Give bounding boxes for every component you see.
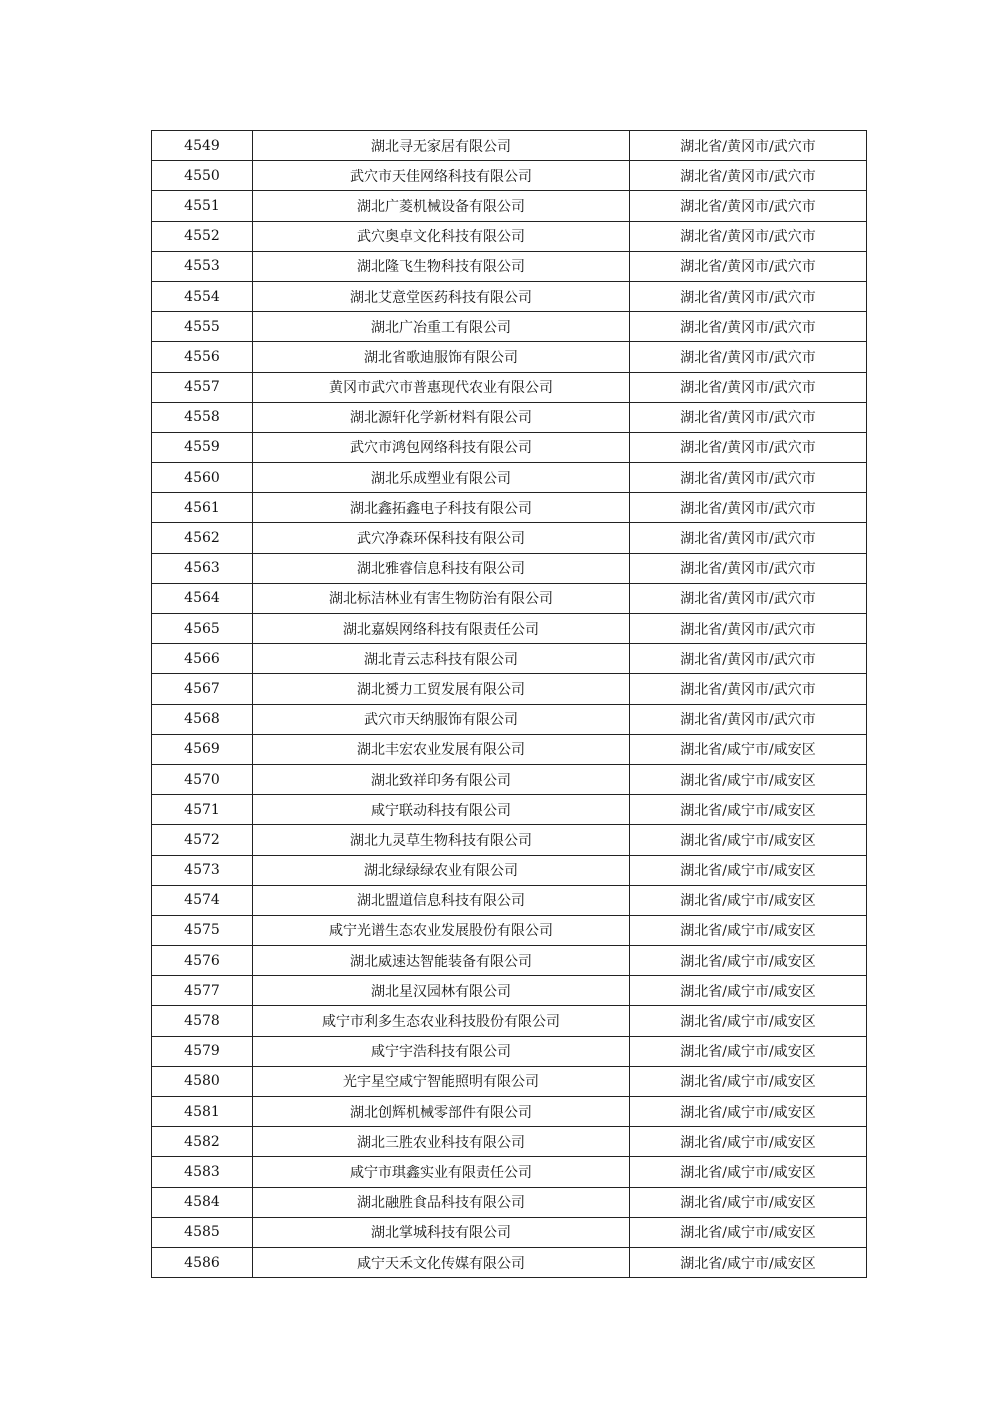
serial-number-cell: 4574 (152, 885, 253, 915)
region-cell: 湖北省/黄冈市/武穴市 (630, 161, 867, 191)
table-row (152, 251, 867, 281)
region-cell: 湖北省/黄冈市/武穴市 (630, 644, 867, 674)
company-list-table (151, 130, 867, 1278)
company-name-cell: 湖北赟力工贸发展有限公司 (253, 674, 630, 704)
region-cell: 湖北省/黄冈市/武穴市 (630, 191, 867, 221)
table-row (152, 1097, 867, 1127)
table-row (152, 614, 867, 644)
serial-number-cell: 4579 (152, 1036, 253, 1066)
company-name-cell: 武穴市天佳网络科技有限公司 (253, 161, 630, 191)
serial-number-cell: 4553 (152, 251, 253, 281)
company-name-cell: 咸宁光谱生态农业发展股份有限公司 (253, 915, 630, 945)
serial-number-cell: 4582 (152, 1127, 253, 1157)
table-row (152, 734, 867, 764)
region-cell: 湖北省/黄冈市/武穴市 (630, 493, 867, 523)
company-name-cell: 湖北源轩化学新材料有限公司 (253, 402, 630, 432)
company-name-cell: 湖北威速达智能装备有限公司 (253, 946, 630, 976)
serial-number-cell: 4572 (152, 825, 253, 855)
table-row (152, 1247, 867, 1277)
region-cell: 湖北省/咸宁市/咸安区 (630, 1127, 867, 1157)
serial-number-cell: 4557 (152, 372, 253, 402)
region-cell: 湖北省/咸宁市/咸安区 (630, 764, 867, 794)
region-cell: 湖北省/黄冈市/武穴市 (630, 281, 867, 311)
serial-number-cell: 4580 (152, 1066, 253, 1096)
company-name-cell: 咸宁联动科技有限公司 (253, 795, 630, 825)
table-row (152, 553, 867, 583)
company-name-cell: 湖北广菱机械设备有限公司 (253, 191, 630, 221)
region-cell: 湖北省/咸宁市/咸安区 (630, 1217, 867, 1247)
table-row (152, 1157, 867, 1187)
region-cell: 湖北省/咸宁市/咸安区 (630, 976, 867, 1006)
table-row (152, 432, 867, 462)
region-cell: 湖北省/黄冈市/武穴市 (630, 342, 867, 372)
region-cell: 湖北省/黄冈市/武穴市 (630, 131, 867, 161)
serial-number-cell: 4552 (152, 221, 253, 251)
serial-number-cell: 4549 (152, 131, 253, 161)
region-cell: 湖北省/黄冈市/武穴市 (630, 402, 867, 432)
company-name-cell: 湖北省歌迪服饰有限公司 (253, 342, 630, 372)
serial-number-cell: 4566 (152, 644, 253, 674)
company-name-cell: 湖北雅睿信息科技有限公司 (253, 553, 630, 583)
company-name-cell: 武穴净森环保科技有限公司 (253, 523, 630, 553)
serial-number-cell: 4562 (152, 523, 253, 553)
table-row (152, 946, 867, 976)
table-row (152, 1066, 867, 1096)
company-name-cell: 黄冈市武穴市普惠现代农业有限公司 (253, 372, 630, 402)
serial-number-cell: 4575 (152, 915, 253, 945)
company-name-cell: 湖北融胜食品科技有限公司 (253, 1187, 630, 1217)
company-name-cell: 湖北青云志科技有限公司 (253, 644, 630, 674)
serial-number-cell: 4563 (152, 553, 253, 583)
table-row (152, 855, 867, 885)
region-cell: 湖北省/咸宁市/咸安区 (630, 915, 867, 945)
table-row (152, 281, 867, 311)
region-cell: 湖北省/咸宁市/咸安区 (630, 885, 867, 915)
table-row (152, 463, 867, 493)
serial-number-cell: 4556 (152, 342, 253, 372)
serial-number-cell: 4584 (152, 1187, 253, 1217)
table-row (152, 885, 867, 915)
table-row (152, 402, 867, 432)
company-name-cell: 湖北致祥印务有限公司 (253, 764, 630, 794)
region-cell: 湖北省/咸宁市/咸安区 (630, 1006, 867, 1036)
company-name-cell: 湖北艾意堂医药科技有限公司 (253, 281, 630, 311)
table-row (152, 1187, 867, 1217)
region-cell: 湖北省/咸宁市/咸安区 (630, 734, 867, 764)
company-name-cell: 湖北星汉园林有限公司 (253, 976, 630, 1006)
region-cell: 湖北省/黄冈市/武穴市 (630, 583, 867, 613)
table-row (152, 644, 867, 674)
table-body (152, 131, 867, 1278)
serial-number-cell: 4564 (152, 583, 253, 613)
region-cell: 湖北省/黄冈市/武穴市 (630, 553, 867, 583)
region-cell: 湖北省/黄冈市/武穴市 (630, 614, 867, 644)
serial-number-cell: 4577 (152, 976, 253, 1006)
serial-number-cell: 4565 (152, 614, 253, 644)
company-name-cell: 湖北九灵草生物科技有限公司 (253, 825, 630, 855)
company-name-cell: 湖北乐成塑业有限公司 (253, 463, 630, 493)
serial-number-cell: 4569 (152, 734, 253, 764)
company-name-cell: 湖北掌城科技有限公司 (253, 1217, 630, 1247)
region-cell: 湖北省/黄冈市/武穴市 (630, 312, 867, 342)
company-name-cell: 咸宁天禾文化传媒有限公司 (253, 1247, 630, 1277)
region-cell: 湖北省/黄冈市/武穴市 (630, 463, 867, 493)
serial-number-cell: 4558 (152, 402, 253, 432)
table-row (152, 1036, 867, 1066)
serial-number-cell: 4550 (152, 161, 253, 191)
serial-number-cell: 4560 (152, 463, 253, 493)
table-row (152, 191, 867, 221)
table-row (152, 493, 867, 523)
serial-number-cell: 4583 (152, 1157, 253, 1187)
region-cell: 湖北省/咸宁市/咸安区 (630, 1036, 867, 1066)
serial-number-cell: 4555 (152, 312, 253, 342)
table-row (152, 764, 867, 794)
serial-number-cell: 4567 (152, 674, 253, 704)
table-row (152, 1217, 867, 1247)
region-cell: 湖北省/黄冈市/武穴市 (630, 674, 867, 704)
company-name-cell: 湖北三胜农业科技有限公司 (253, 1127, 630, 1157)
serial-number-cell: 4571 (152, 795, 253, 825)
region-cell: 湖北省/黄冈市/武穴市 (630, 372, 867, 402)
region-cell: 湖北省/咸宁市/咸安区 (630, 1247, 867, 1277)
company-name-cell: 湖北绿绿绿农业有限公司 (253, 855, 630, 885)
company-name-cell: 湖北盟道信息科技有限公司 (253, 885, 630, 915)
serial-number-cell: 4581 (152, 1097, 253, 1127)
serial-number-cell: 4568 (152, 704, 253, 734)
serial-number-cell: 4585 (152, 1217, 253, 1247)
table-row (152, 1127, 867, 1157)
table-row (152, 161, 867, 191)
company-name-cell: 湖北隆飞生物科技有限公司 (253, 251, 630, 281)
table-row (152, 976, 867, 1006)
table-row (152, 674, 867, 704)
region-cell: 湖北省/黄冈市/武穴市 (630, 221, 867, 251)
region-cell: 湖北省/咸宁市/咸安区 (630, 855, 867, 885)
table-row (152, 583, 867, 613)
table-row (152, 795, 867, 825)
region-cell: 湖北省/黄冈市/武穴市 (630, 432, 867, 462)
serial-number-cell: 4561 (152, 493, 253, 523)
region-cell: 湖北省/咸宁市/咸安区 (630, 1066, 867, 1096)
table-row (152, 825, 867, 855)
region-cell: 湖北省/咸宁市/咸安区 (630, 825, 867, 855)
table-row (152, 704, 867, 734)
serial-number-cell: 4586 (152, 1247, 253, 1277)
company-name-cell: 武穴市天纳服饰有限公司 (253, 704, 630, 734)
company-name-cell: 湖北寻无家居有限公司 (253, 131, 630, 161)
serial-number-cell: 4573 (152, 855, 253, 885)
region-cell: 湖北省/黄冈市/武穴市 (630, 523, 867, 553)
region-cell: 湖北省/黄冈市/武穴市 (630, 704, 867, 734)
table-row (152, 312, 867, 342)
company-name-cell: 湖北丰宏农业发展有限公司 (253, 734, 630, 764)
region-cell: 湖北省/咸宁市/咸安区 (630, 1097, 867, 1127)
serial-number-cell: 4554 (152, 281, 253, 311)
company-name-cell: 光宇星空咸宁智能照明有限公司 (253, 1066, 630, 1096)
region-cell: 湖北省/咸宁市/咸安区 (630, 1157, 867, 1187)
company-name-cell: 湖北广冶重工有限公司 (253, 312, 630, 342)
serial-number-cell: 4559 (152, 432, 253, 462)
region-cell: 湖北省/咸宁市/咸安区 (630, 795, 867, 825)
company-name-cell: 湖北标洁林业有害生物防治有限公司 (253, 583, 630, 613)
table-row (152, 1006, 867, 1036)
company-name-cell: 武穴奥卓文化科技有限公司 (253, 221, 630, 251)
company-name-cell: 咸宁市利多生态农业科技股份有限公司 (253, 1006, 630, 1036)
serial-number-cell: 4551 (152, 191, 253, 221)
table-row (152, 131, 867, 161)
serial-number-cell: 4570 (152, 764, 253, 794)
company-name-cell: 湖北创辉机械零部件有限公司 (253, 1097, 630, 1127)
company-name-cell: 湖北嘉娱网络科技有限责任公司 (253, 614, 630, 644)
company-name-cell: 咸宁宇浩科技有限公司 (253, 1036, 630, 1066)
company-name-cell: 湖北鑫拓鑫电子科技有限公司 (253, 493, 630, 523)
serial-number-cell: 4576 (152, 946, 253, 976)
company-name-cell: 武穴市鸿包网络科技有限公司 (253, 432, 630, 462)
table-row (152, 372, 867, 402)
table-row (152, 523, 867, 553)
table-row (152, 342, 867, 372)
company-name-cell: 咸宁市琪鑫实业有限责任公司 (253, 1157, 630, 1187)
region-cell: 湖北省/咸宁市/咸安区 (630, 1187, 867, 1217)
serial-number-cell: 4578 (152, 1006, 253, 1036)
region-cell: 湖北省/黄冈市/武穴市 (630, 251, 867, 281)
table-row (152, 221, 867, 251)
region-cell: 湖北省/咸宁市/咸安区 (630, 946, 867, 976)
table-row (152, 915, 867, 945)
